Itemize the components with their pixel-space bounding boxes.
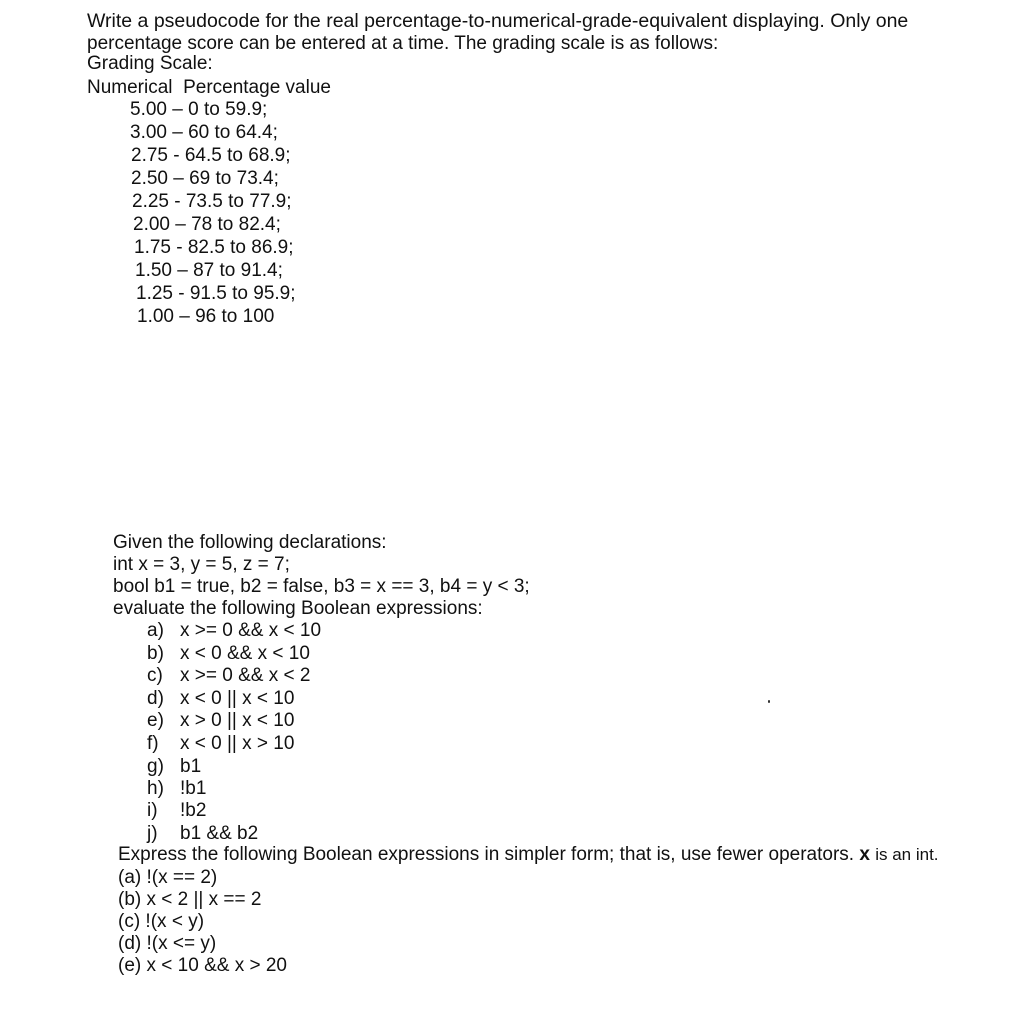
simplify-item: (e) x < 10 && x > 20 <box>118 955 287 976</box>
scale-row: 1.75 - 82.5 to 86.9; <box>134 237 294 258</box>
item-label: a) <box>147 620 164 641</box>
item-label: f) <box>147 733 159 754</box>
item-label: j) <box>147 823 158 844</box>
expression-item <box>147 710 294 732</box>
item-label: d) <box>147 688 164 709</box>
variable-name: x <box>859 844 870 865</box>
simplify-item: (b) x < 2 || x == 2 <box>118 889 262 910</box>
item-expression: b1 && b2 <box>180 823 259 844</box>
scale-row: 2.50 – 69 to 73.4; <box>131 168 279 189</box>
expression-item <box>147 756 201 778</box>
item-label: e) <box>147 710 164 731</box>
expression-item <box>147 665 310 687</box>
problem1-line1: Write a pseudocode for the real percentage-to-numerical-grade-equivalent displaying. Only one <box>87 10 909 32</box>
item-label: g) <box>147 756 164 777</box>
scale-row: 1.00 – 96 to 100 <box>137 306 275 327</box>
expression-item <box>147 688 294 710</box>
expression-item <box>147 643 310 665</box>
item-label: c) <box>147 665 163 686</box>
item-label: h) <box>147 778 164 799</box>
expression-item <box>147 778 206 800</box>
item-expression: x >= 0 && x < 10 <box>180 620 322 641</box>
problem1-line3: Grading Scale: <box>87 53 213 74</box>
problem2-intro: Given the following declarations: <box>113 532 387 553</box>
problem3-intro-text: Express the following Boolean expressions in simpler form; that is, use fewer operators. <box>118 844 855 865</box>
simplify-item: (a) !(x == 2) <box>118 867 218 888</box>
expression-item <box>147 800 206 822</box>
declaration-line: bool b1 = true, b2 = false, b3 = x == 3, b4 = y < 3; <box>113 576 530 597</box>
simplify-item: (d) !(x <= y) <box>118 933 217 954</box>
expression-item <box>147 823 258 845</box>
item-expression: x < 0 || x < 10 <box>180 688 295 709</box>
scale-row: 5.00 – 0 to 59.9; <box>130 99 268 120</box>
scale-row: 3.00 – 60 to 64.4; <box>130 122 278 143</box>
problem3-intro <box>118 844 939 866</box>
item-expression: x >= 0 && x < 2 <box>180 665 311 686</box>
expression-item <box>147 733 294 755</box>
problem1-line2: percentage score can be entered at a time. The grading scale is as follows: <box>87 33 719 54</box>
grading-scale-header: Numerical Percentage value <box>87 77 331 98</box>
simplify-item: (c) !(x < y) <box>118 911 205 932</box>
item-expression: x < 0 || x > 10 <box>180 733 295 754</box>
item-label: b) <box>147 643 164 664</box>
problem3-intro-tail: is an int. <box>875 845 939 864</box>
scale-row: 2.00 – 78 to 82.4; <box>133 214 281 235</box>
declaration-line: int x = 3, y = 5, z = 7; <box>113 554 290 575</box>
scale-row: 1.50 – 87 to 91.4; <box>135 260 283 281</box>
scale-row: 2.25 - 73.5 to 77.9; <box>132 191 292 212</box>
item-expression: x > 0 || x < 10 <box>180 710 295 731</box>
item-expression: !b2 <box>180 800 207 821</box>
scale-row: 2.75 - 64.5 to 68.9; <box>131 145 291 166</box>
item-expression: b1 <box>180 756 202 777</box>
item-expression: x < 0 && x < 10 <box>180 643 310 664</box>
problem2-instruction: evaluate the following Boolean expressions: <box>113 598 483 619</box>
scan-speck <box>768 700 770 703</box>
expression-item <box>147 620 321 642</box>
item-expression: !b1 <box>180 778 207 799</box>
item-label: i) <box>147 800 158 821</box>
scale-row: 1.25 - 91.5 to 95.9; <box>136 283 296 304</box>
